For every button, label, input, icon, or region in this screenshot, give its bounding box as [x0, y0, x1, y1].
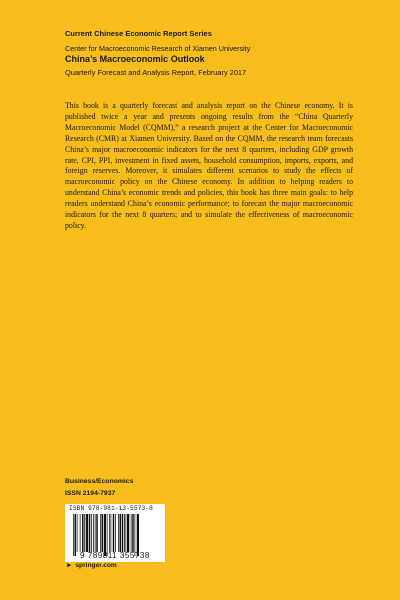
barcode-bar — [127, 514, 129, 552]
barcode-bar — [131, 514, 132, 552]
barcode-bar — [104, 514, 106, 556]
website-label: springer.com — [75, 562, 117, 569]
arrow-icon: ► — [66, 562, 73, 569]
publisher-website[interactable] — [66, 562, 117, 569]
barcode-bar — [91, 514, 92, 552]
barcode-bar — [113, 514, 115, 552]
barcode-bar — [137, 514, 139, 556]
barcode-bar — [82, 514, 84, 552]
barcode-bar — [124, 514, 125, 552]
barcode-bar — [100, 514, 101, 552]
barcode-bar — [77, 514, 78, 552]
report-subtitle: Quarterly Forecast and Analysis Report, February 2017 — [65, 68, 247, 77]
barcode-bar — [93, 514, 94, 552]
barcode-bar — [126, 514, 127, 552]
institution-name: Center for Macroeconomic Research of Xiamen University — [65, 44, 251, 53]
subject-category: Business/Economics — [65, 478, 134, 485]
barcode-bar — [109, 514, 110, 552]
barcode-bar — [132, 514, 134, 552]
barcode-bar — [86, 514, 88, 552]
barcode-bar — [75, 514, 77, 556]
series-title: Current Chinese Economic Report Series — [65, 29, 212, 38]
barcode-bar — [111, 514, 112, 552]
book-title: China’s Macroeconomic Outlook — [65, 54, 205, 64]
barcode-bar — [89, 514, 91, 552]
barcode-bar — [107, 514, 108, 556]
barcode-bar — [84, 514, 85, 552]
barcode-bar — [115, 514, 116, 552]
barcode-bar — [122, 514, 124, 552]
issn-number: ISSN 2194-7937 — [65, 490, 116, 497]
barcode-digits: 9 789811 355738 — [80, 551, 150, 560]
isbn-barcode — [65, 504, 165, 562]
barcode-bar — [80, 514, 81, 552]
barcode-bar — [118, 514, 119, 552]
isbn-text: ISBN 978-981-13-5573-8 — [69, 505, 153, 512]
barcode-bar — [95, 514, 96, 552]
barcode-bar — [96, 514, 98, 552]
barcode-bar — [73, 514, 74, 556]
book-description: This book is a quarterly forecast and analysis report on the Chinese economy. It is published twice a year and presents ongoing results from the “China Quarterly Macroeconomic Model (CQMM),” a research project at the Center for Macroeconomic Research (CMR) at Xiamen University. Based on the CQMM, the research team forecasts China’s major macroeconomic indicators for the next 8 quarters, including GDP growth rate, CPI, PPI, investment in fixed assets, household consumption, imports, exports, and foreign reserves. Moreover, it simulates different scenarios to study the effects of macroeconomic policy on the Chinese economy. In addition to helping readers to understand China’s economic trends and policies, this book has three main goals: to help readers understand China’s economic performance; to forecast the major macroeconomic indicators for the next 8 quarters; and to simulate the effectiveness of macroeconomic policy. — [65, 101, 353, 230]
barcode-bar — [135, 514, 136, 556]
barcode-bar — [102, 514, 104, 552]
barcode-bar — [120, 514, 122, 552]
